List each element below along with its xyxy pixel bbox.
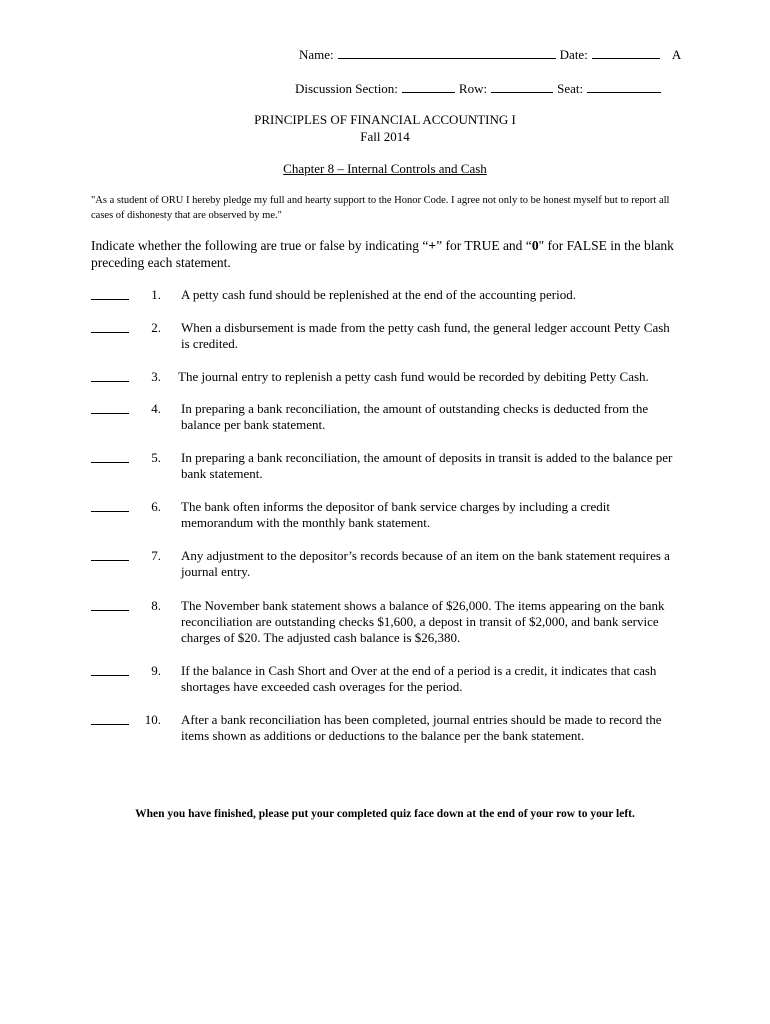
question-text: The bank often informs the depositor of bank service charges by including a credit memorandum with the monthly bank statement. — [181, 499, 610, 530]
question-number: 10. — [144, 712, 161, 727]
instructions-text-3: " for FALSE in the blank preceding each statement. — [91, 238, 674, 270]
name-date-line — [299, 46, 681, 63]
question-number: 4. — [151, 401, 161, 416]
question-number: 6. — [151, 499, 161, 514]
instructions-text-2: ” for TRUE and “ — [436, 238, 532, 253]
question-text: A petty cash fund should be replenished at the end of the accounting period. — [181, 287, 576, 302]
chapter-title: Chapter 8 – Internal Controls and Cash — [283, 161, 487, 176]
name-field[interactable] — [338, 46, 556, 59]
answer-blank[interactable] — [91, 663, 129, 676]
answer-blank[interactable] — [91, 450, 129, 463]
date-label: Date: — [559, 47, 588, 62]
row-label: Row: — [458, 81, 488, 96]
row-field[interactable] — [491, 80, 553, 93]
section-row-seat-line — [295, 80, 665, 97]
question-text: Any adjustment to the depositor’s records because of an item on the bank statement requires a journal entry. — [181, 548, 670, 579]
seat-label: Seat: — [557, 81, 584, 96]
answer-blank[interactable] — [91, 712, 129, 725]
honor-pledge: "As a student of ORU I hereby pledge my full and hearty support to the Honor Code. I agree not only to be honest myself but to report all cases of dishonesty that are observed by me." — [91, 195, 670, 221]
answer-blank[interactable] — [91, 320, 129, 333]
footer-instruction: When you have finished, please put your completed quiz face down at the end of your row to your left. — [135, 808, 635, 820]
answer-blank[interactable] — [91, 499, 129, 512]
question-number: 8. — [151, 598, 161, 613]
question-text: When a disbursement is made from the petty cash fund, the general ledger account Petty Cash is credited. — [181, 320, 670, 351]
question-number: 9. — [151, 663, 161, 678]
chapter-title-wrap — [0, 161, 770, 177]
course-title: PRINCIPLES OF FINANCIAL ACCOUNTING I — [254, 112, 516, 127]
false-symbol: 0 — [531, 238, 539, 253]
question-text: The journal entry to replenish a petty cash fund would be recorded by debiting Petty Cash. — [178, 369, 649, 384]
answer-blank[interactable] — [91, 369, 129, 382]
question-number: 7. — [151, 548, 161, 563]
question-text: In preparing a bank reconciliation, the amount of outstanding checks is deducted from the balance per bank statement. — [181, 401, 649, 432]
answer-blank[interactable] — [91, 548, 129, 561]
name-label: Name: — [299, 47, 334, 62]
question-number: 3. — [151, 369, 161, 384]
discussion-section-label: Discussion Section: — [295, 81, 398, 96]
answer-blank[interactable] — [91, 401, 129, 414]
question-text: If the balance in Cash Short and Over at the end of a period is a credit, it indicates that cash shortages have exceeded cash overages for the period. — [181, 663, 657, 694]
question-text: After a bank reconciliation has been completed, journal entries should be made to record the items shown as additions or deductions to the balance per the bank statement. — [181, 712, 662, 743]
question-text: In preparing a bank reconciliation, the amount of deposits in transit is added to the balance per bank statement. — [181, 450, 673, 481]
version-letter: A — [671, 47, 682, 62]
true-symbol: + — [428, 238, 437, 253]
date-field[interactable] — [592, 46, 660, 59]
instructions-text-1: Indicate whether the following are true or false by indicating “ — [91, 238, 429, 253]
question-number: 1. — [151, 287, 161, 302]
question-number: 2. — [151, 320, 161, 335]
seat-field[interactable] — [587, 80, 661, 93]
answer-blank[interactable] — [91, 598, 129, 611]
term: Fall 2014 — [360, 129, 410, 144]
discussion-section-field[interactable] — [402, 80, 455, 93]
question-number: 5. — [151, 450, 161, 465]
instructions — [91, 237, 681, 271]
question-text: The November bank statement shows a balance of $26,000. The items appearing on the bank reconciliation are outstanding checks $1,600, a depost in transit of $2,000, and bank service charges of $20. The adjusted cash balance is $26,380. — [181, 598, 665, 645]
answer-blank[interactable] — [91, 287, 129, 300]
